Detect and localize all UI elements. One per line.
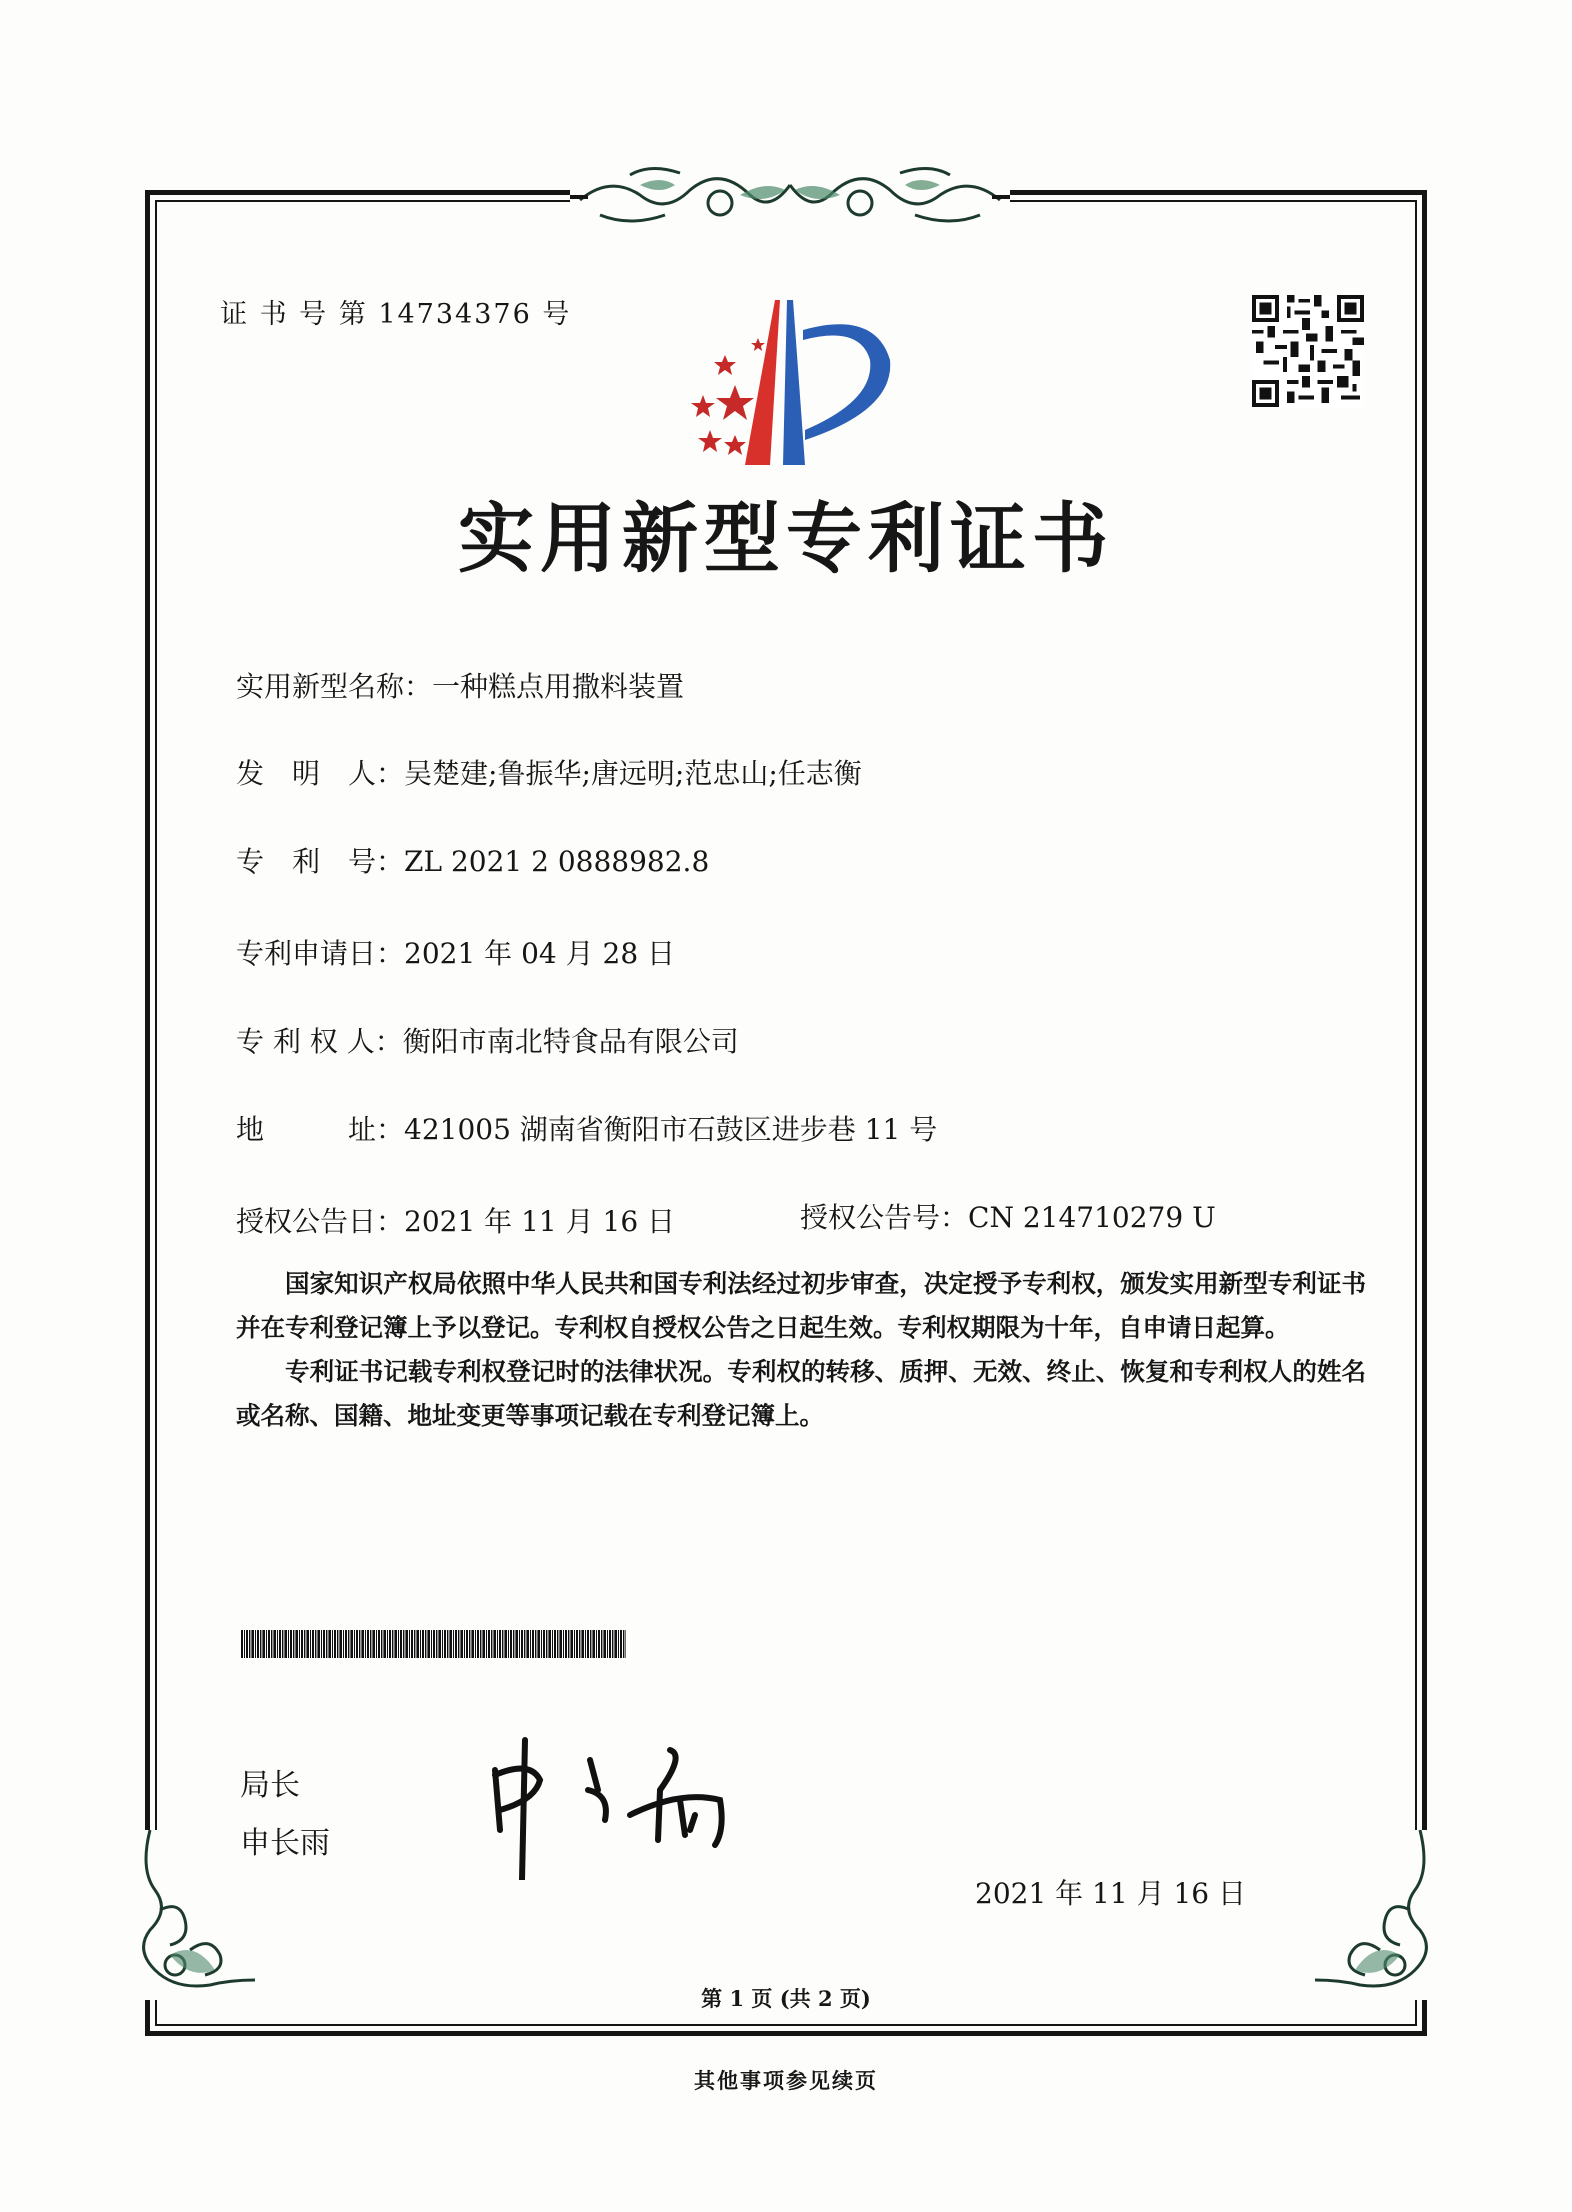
corner-ornament-bottom-right-icon — [1310, 1830, 1440, 2000]
signature-icon — [480, 1730, 820, 1880]
field-value: 一种糕点用撒料装置 — [432, 670, 685, 703]
statement-paragraph-1: 国家知识产权局依照中华人民共和国专利法经过初步审查，决定授予专利权，颁发实用新型专利证书并在专利登记簿上予以登记。专利权自授权公告之日起生效。专利权期限为十年，自申请日起算。 — [236, 1269, 1366, 1342]
field-utility-model-name — [236, 665, 684, 705]
field-grant-announcement-number — [800, 1196, 1216, 1236]
barcode — [241, 1630, 626, 1658]
certificate-title: 实用新型专利证书 — [458, 494, 1114, 583]
field-patent-number — [236, 840, 709, 880]
field-value: 吴楚建;鲁振华;唐远明;范忠山;任志衡 — [404, 757, 862, 790]
field-label: 专利申请日： — [236, 937, 405, 970]
field-address — [236, 1108, 937, 1148]
field-label: 授权公告日： — [236, 1205, 405, 1238]
page-indicator: 第 1 页 (共 2 页) — [701, 1986, 871, 2011]
cnipa-logo-icon — [675, 290, 905, 470]
field-value: 2021 年 04 月 28 日 — [404, 937, 676, 970]
qr-code[interactable] — [1252, 295, 1364, 407]
field-grant-announcement-date — [236, 1200, 675, 1240]
issue-date: 2021 年 11 月 16 日 — [975, 1877, 1247, 1910]
field-application-date — [236, 932, 675, 972]
field-label: 专 利 号： — [236, 845, 405, 878]
field-label: 发 明 人： — [236, 757, 405, 790]
field-label: 实用新型名称： — [236, 670, 433, 703]
top-ornament-icon — [570, 155, 1010, 235]
field-value: ZL 2021 2 0888982.8 — [404, 845, 710, 878]
certificate-number: 证 书 号 第 14734376 号 — [220, 299, 572, 330]
field-label: 专 利 权 人： — [236, 1025, 403, 1058]
field-patentee — [236, 1020, 739, 1060]
statement-paragraph-2: 专利证书记载专利权登记时的法律状况。专利权的转移、质押、无效、终止、恢复和专利权人的姓名或名称、国籍、地址变更等事项记载在专利登记簿上。 — [236, 1357, 1366, 1430]
field-value: 衡阳市南北特食品有限公司 — [402, 1025, 739, 1058]
field-label: 授权公告号： — [800, 1201, 969, 1234]
field-value: 2021 年 11 月 16 日 — [404, 1205, 676, 1238]
signatory-title: 局长 — [240, 1768, 300, 1803]
field-inventors — [236, 752, 862, 792]
certificate-statement — [236, 1262, 1366, 1438]
field-value: 421005 湖南省衡阳市石鼓区进步巷 11 号 — [404, 1113, 938, 1146]
field-value: CN 214710279 U — [968, 1201, 1216, 1234]
signatory-name: 申长雨 — [240, 1826, 330, 1861]
footer-note: 其他事项参见续页 — [694, 2069, 878, 2093]
field-label: 地 址： — [236, 1113, 405, 1146]
